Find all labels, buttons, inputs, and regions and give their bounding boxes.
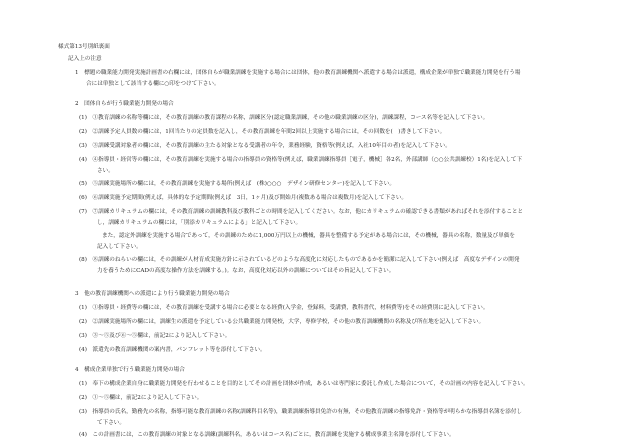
section-1-line-1: 1 標題の職業能力開発実施計画書の右欄には，団体自らが職業訓練を実施する場合には団体，他の教育訓練機関へ派遣する場合は派遣，構成企業が単独で職業能力開発を行う場 [75, 70, 521, 76]
section-2-item-7-cont: し，訓練カリキュラムの欄には，「別添カリキュラムによる」と記入して下さい。 [97, 220, 302, 226]
section-3-item-2: (2) ②訓練実施場所の欄には，訓練生の派遣を予定している公共職業能力開発校，大学，専修学校，その他の教育訓練機関の名称及び所在地を記入して下さい。 [79, 319, 485, 325]
notes-title: 記入上の注意 [68, 56, 102, 62]
section-2-item-8-cont: 力を養うためにCADの高度な操作方法を訓練する。)。なお，高度化対応以外の訓練についてはその旨記入して下さい。 [97, 268, 395, 274]
section-2-item-1: (1) ①教育訓練の名称等欄には，その教育訓練の教育課程の名称，訓練区分(認定職業訓練，その他の職業訓練の区分)，訓練課程，コース名等を記入して下さい。 [79, 115, 489, 121]
section-1-line-2: 合には単独として該当する欄に○印をつけて下さい。 [86, 81, 220, 87]
section-4-item-3: (3) 指導員の氏名，勤務先の名称，指導可能な教育訓練の名称(訓練科目名等)，職業訓練指導員免許の有無，その他教育訓練の指導免許・資格等が明らかな指導員名簿を添付し [79, 409, 523, 415]
section-4-item-2: (2) ①〜⑤欄は，前記2により記入して下さい。 [79, 395, 203, 401]
section-4-item-3-cont: て下さい。 [97, 420, 125, 426]
section-2-item-5: (5) ⑤訓練実施場所の欄には，その教育訓練を実施する場所(例えば (株)○○○ デザイン研修センター)を記入して下さい。 [79, 181, 395, 187]
form-name: 様式第13号別紙裏面 [58, 44, 110, 50]
section-3-item-1: (1) ①指導員・経費等の欄には，その教育訓練を受講する場合に必要となる経費(入学金，登録料，受講費，教科書代，材料費等)をその経費別に記入して下さい。 [79, 305, 489, 311]
section-2-heading: 2 団体自らが行う職業能力開発の場合 [75, 101, 174, 107]
section-4-heading: 4 構成企業単独で行う職業能力開発の場合 [75, 367, 185, 373]
section-2-item-6: (6) ⑥訓練実施予定期間(例えば，具体的な予定期間(例えば 3日，1ヶ月)及び開始月(複数ある場合は複数月)を記入して下さい。 [79, 195, 408, 201]
section-3-item-4: (4) 派遣先の教育訓練機関の案内書，パンフレット等を添付して下さい。 [79, 347, 266, 353]
section-2-item-3: (3) ③訓練受講対象者の欄には，その教育訓練の主たる対象となる受講者の年令，業務経験，資格等(例えば，入社10年目の者)を記入して下さい。 [79, 143, 451, 149]
section-2-item-2: (2) ②訓練予定人員数の欄には，1回当たりの定員数を記入し，その教育訓練を年間2回以上実施する場合には，その回数を( )書きして下さい。 [79, 129, 446, 135]
section-3-item-3: (3) ③〜⑤及び⑥〜⑤欄は，前記2により記入して下さい。 [79, 333, 231, 339]
section-2-item-4-cont: さい。 [97, 168, 114, 174]
section-2-item-7: (7) ⑦訓練カリキュラムの欄には，その教育訓練の訓練教科及び教科ごとの時間を記入してください。なお，他にカリキュラムの確認できる書類があればそれを添付することと [79, 209, 524, 215]
section-4-item-4: (4) この計画書には，この教育訓練の対象となる訓練(訓練科名，あるいはコース名)ごとに，教育訓練を実施する構成事業主名簿を添付して下さい。 [79, 432, 455, 438]
section-2-item-7-note-cont: 記入して下さい。 [97, 244, 142, 250]
section-2-item-4: (4) ④指導員・経営等の欄には，その教育訓練を実施する場合の指導員の資格等(例えば，職業訓練指導員［電子，機械］各2名，外部講師（○○公共訓練校）1名)を記入して下 [79, 157, 523, 163]
section-4-item-1: (1) 奉下の構成企業自身に職業能力開発を行わせることを目的としてその計画を団体が作成，あるいは専門家に委託し作成した場合について，その計画の内容を記入して下さい。 [79, 381, 529, 387]
section-2-item-7-note: また，認定外訓練を実施する場合であって，その訓練のために1,000万円以上の機械，器具を整備する予定がある場合には，その機械，器具の名称，数量及び単価を [102, 233, 516, 239]
section-3-heading: 3 他の教育訓練機関への派遣により行う職業能力開発の場合 [75, 291, 230, 297]
section-2-item-8: (8) ⑧訓練のねらいの欄には，その訓練が人材育成実施方針に示されているどのような高度化に対応したものであるかを簡潔に記入して下さい(例えば 高度なデザインの開発 [79, 257, 520, 263]
